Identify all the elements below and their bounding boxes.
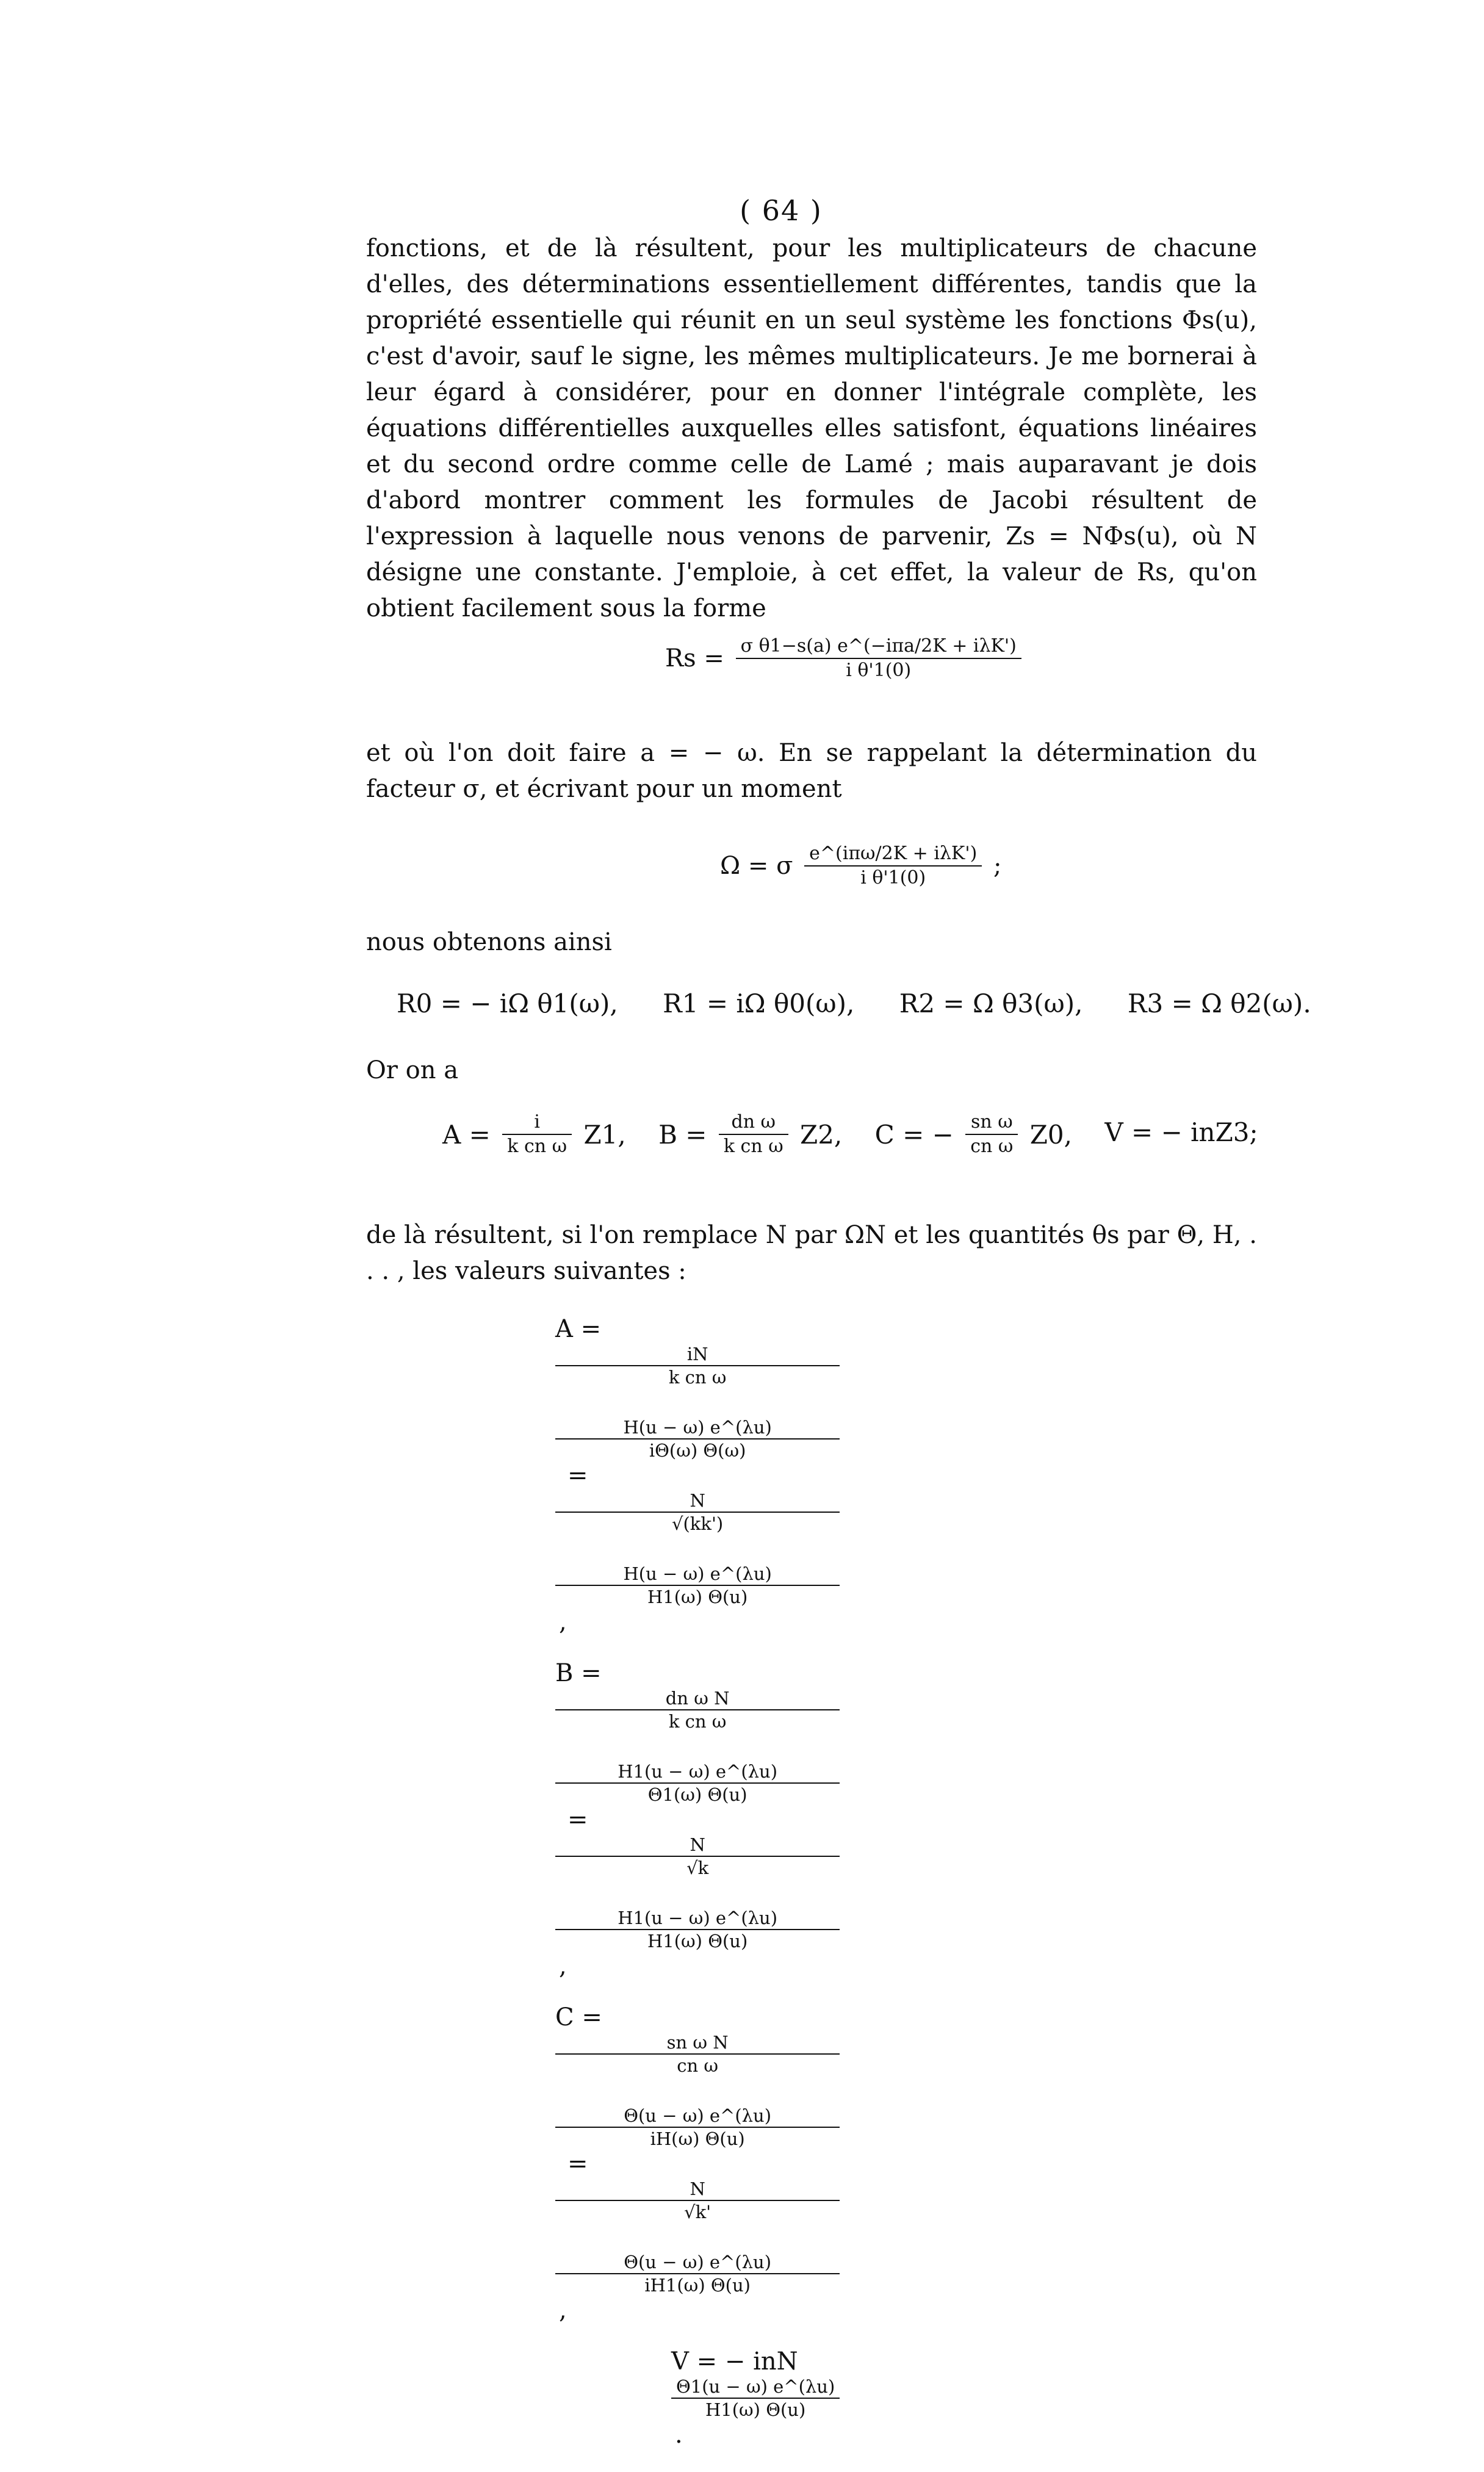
final-c-end: ,: [559, 2296, 567, 2324]
final-v-num: Θ1(u − ω) e^(λu): [671, 2376, 840, 2399]
final-equation-v: [555, 2348, 840, 2449]
final-c-f3-num: N: [555, 2178, 840, 2201]
equation-omega-denominator: i θ'1(0): [860, 867, 926, 888]
equation-c-lhs: C = −: [874, 1119, 954, 1150]
final-c-lhs: C =: [555, 2003, 602, 2031]
equation-omega-fraction: [804, 842, 982, 890]
final-c-equals: =: [567, 2150, 588, 2178]
final-a-f2: [555, 1416, 840, 1461]
final-b-f2-den: Θ1(ω) Θ(u): [647, 1784, 747, 1805]
equation-a-fraction: [502, 1111, 572, 1158]
equation-r2: R2 = Ω θ3(ω),: [899, 989, 1083, 1018]
final-c-f1-num: sn ω N: [555, 2031, 840, 2055]
equation-b: [658, 1111, 851, 1157]
final-b-f1-den: k cn ω: [668, 1711, 727, 1732]
equation-c-num: sn ω: [965, 1111, 1018, 1135]
final-c-f4-num: Θ(u − ω) e^(λu): [555, 2251, 840, 2274]
final-b-f1: [555, 1687, 840, 1732]
final-v-lhs: V = − inN: [671, 2348, 798, 2376]
paragraph-5-text: de là résultent, si l'on remplace N par ΩN et les quantités θs par Θ, H, . . . , les valeurs suivantes :: [366, 1221, 1257, 1285]
final-a-f1-num: iN: [555, 1343, 840, 1366]
equation-omega-lhs: Ω = σ: [720, 852, 793, 880]
equation-rs-lhs: Rs =: [665, 644, 724, 672]
final-c-f1-den: cn ω: [677, 2055, 719, 2076]
final-equation-b: [555, 1659, 840, 1980]
paragraph-2: [366, 735, 1257, 807]
final-c-f3: [555, 2178, 840, 2223]
final-a-f4-den: H1(ω) Θ(u): [647, 1587, 748, 1607]
final-c-f2-num: Θ(u − ω) e^(λu): [555, 2105, 840, 2128]
final-v-den: H1(ω) Θ(u): [705, 2399, 806, 2420]
equation-a-num: i: [502, 1111, 572, 1135]
equation-b-den: k cn ω: [723, 1136, 783, 1157]
equation-omega-suffix: ;: [993, 852, 1002, 880]
equation-b-num: dn ω: [719, 1111, 788, 1135]
equation-c-fraction: [965, 1111, 1018, 1158]
final-equations: [555, 1315, 840, 2472]
final-b-f3-num: N: [555, 1834, 840, 1857]
final-a-f4: [555, 1563, 840, 1608]
final-a-lhs: A =: [555, 1315, 602, 1343]
equation-r1: R1 = iΩ θ0(ω),: [663, 989, 855, 1018]
equation-a: [442, 1111, 634, 1157]
page-number: ( 64 ): [740, 194, 823, 227]
final-c-f1: [555, 2031, 840, 2077]
final-b-f3: [555, 1834, 840, 1879]
final-equation-c: [555, 2003, 840, 2324]
final-b-f4: [555, 1907, 840, 1952]
equation-rs: [665, 635, 1025, 682]
final-b-f2-num: H1(u − ω) e^(λu): [555, 1760, 840, 1784]
final-c-f2: [555, 2105, 840, 2150]
final-a-f3: [555, 1490, 840, 1535]
final-equation-a: [555, 1315, 840, 1636]
final-c-f2-den: iH(ω) Θ(u): [650, 2128, 745, 2149]
final-a-f3-den: √(kk'): [672, 1513, 724, 1534]
paragraph-3: [366, 924, 1257, 960]
final-b-lhs: B =: [555, 1659, 602, 1687]
equation-r-series: [397, 989, 1348, 1018]
equation-b-lhs: B =: [658, 1119, 707, 1150]
equation-a-den: k cn ω: [507, 1136, 567, 1157]
equation-r0: R0 = − iΩ θ1(ω),: [397, 989, 618, 1018]
paragraph-2-text: et où l'on doit faire a = − ω. En se rappelant la détermination du facteur σ, et écrivant pour un moment: [366, 739, 1257, 803]
paragraph-4: [366, 1053, 1257, 1089]
paragraph-4-text: Or on a: [366, 1056, 459, 1084]
final-b-f2: [555, 1760, 840, 1806]
equation-omega: [720, 842, 1002, 890]
final-a-f1: [555, 1343, 840, 1388]
equation-a-tail: Z1,: [583, 1119, 626, 1150]
paragraph-1-text: fonctions, et de là résultent, pour les multiplicateurs de chacune d'elles, des déterminations essentiellement différentes, tandis que la propriété essentielle qui réunit en un seul système les fonctions Φs(u), c'est d'avoir, sauf le signe, les mêmes multiplicateurs. Je me bornerai à leur égard à considérer, pour en donner l'intégrale complète, les équations différentielles auxquelles elles satisfont, équations linéaires et du second ordre comme celle de Lamé ; mais auparavant je dois d'abord montrer comment les formules de Jacobi résultent de l'expression à laquelle nous venons de parvenir, Zs = NΦs(u), où N désigne une constante. J'emploie, à cet effet, la valeur de Rs, qu'on obtient facilement sous la forme: [366, 234, 1257, 622]
equation-abc: [442, 1111, 1283, 1158]
final-b-f3-den: √k: [686, 1858, 709, 1878]
equation-a-lhs: A =: [442, 1119, 491, 1150]
final-a-f3-num: N: [555, 1490, 840, 1513]
final-b-f4-num: H1(u − ω) e^(λu): [555, 1907, 840, 1930]
final-c-f3-den: √k': [684, 2202, 711, 2222]
equation-omega-numerator: e^(iπω/2K + iλK'): [804, 842, 982, 867]
final-a-end: ,: [559, 1608, 567, 1636]
final-b-f4-den: H1(ω) Θ(u): [647, 1931, 748, 1951]
paragraph-3-text: nous obtenons ainsi: [366, 928, 612, 956]
equation-r3: R3 = Ω θ2(ω).: [1127, 989, 1311, 1018]
equation-c-tail: Z0,: [1029, 1119, 1072, 1150]
final-v-end: .: [675, 2421, 683, 2449]
final-a-f4-num: H(u − ω) e^(λu): [555, 1563, 840, 1586]
final-a-f2-den: iΘ(ω) Θ(ω): [649, 1440, 746, 1461]
final-a-f2-num: H(u − ω) e^(λu): [555, 1416, 840, 1440]
equation-b-fraction: [719, 1111, 788, 1158]
equation-rs-denominator: i θ'1(0): [846, 660, 912, 681]
final-a-equals: =: [567, 1461, 588, 1490]
final-c-f4: [555, 2251, 840, 2296]
final-v-fraction: [671, 2376, 840, 2421]
final-b-end: ,: [559, 1952, 567, 1980]
equation-c-den: cn ω: [970, 1136, 1014, 1157]
final-c-f4-den: iH1(ω) Θ(u): [644, 2275, 751, 2296]
equation-v: V = − inZ3;: [1104, 1117, 1258, 1147]
final-b-f1-num: dn ω N: [555, 1687, 840, 1710]
paragraph-1: [366, 231, 1257, 627]
equation-rs-fraction: [736, 635, 1021, 682]
equation-rs-numerator: σ θ1−s(a) e^(−iπa/2K + iλK'): [736, 635, 1021, 659]
equation-b-tail: Z2,: [800, 1119, 843, 1150]
final-a-f1-den: k cn ω: [668, 1367, 727, 1388]
equation-c: [874, 1111, 1081, 1157]
final-b-equals: =: [567, 1806, 588, 1834]
paragraph-5: [366, 1217, 1257, 1289]
